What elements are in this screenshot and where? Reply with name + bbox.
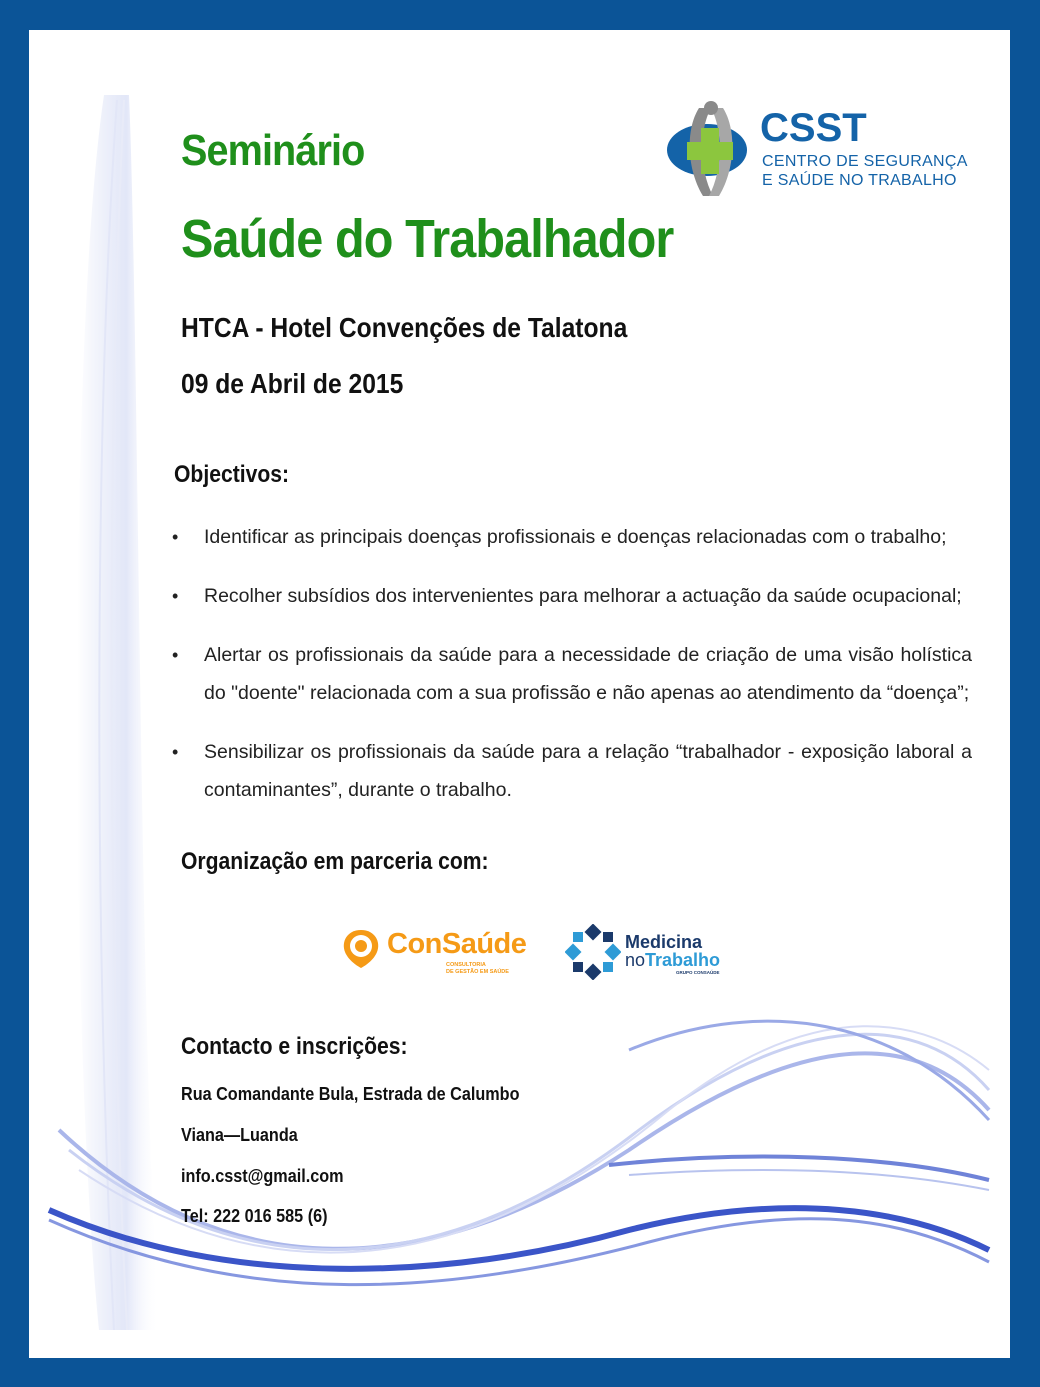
- list-item: [172, 577, 972, 615]
- consaude-logo-sub-2: DE GESTÃO EM SAÚDE: [446, 969, 509, 975]
- contact-email: info.csst@gmail.com: [181, 1166, 344, 1186]
- consaude-logo-icon: [337, 926, 385, 970]
- consaude-logo-name: ConSaúde: [387, 928, 527, 960]
- seminar-subtitle: Saúde do Trabalhador: [181, 209, 674, 269]
- contact-city: Viana—Luanda: [181, 1125, 298, 1145]
- csst-logo-subtitle-1: CENTRO DE SEGURANÇA: [762, 153, 968, 170]
- csst-logo-name: CSST: [760, 106, 867, 150]
- list-item: [172, 518, 972, 556]
- objectives-list: [172, 518, 972, 830]
- event-date: 09 de Abril de 2015: [181, 368, 404, 399]
- list-item: [172, 636, 972, 712]
- objective-text: • Recolher subsídios dos intervenientes para melhorar a actuação da saúde ocupacional;: [204, 585, 962, 607]
- medicina-trabalho: Trabalho: [645, 950, 721, 970]
- partners-heading: Organização em parceria com:: [181, 848, 489, 875]
- objective-text: • Identificar as principais doenças profissionais e doenças relacionadas com o trabalho;: [204, 526, 947, 548]
- medicina-logo-sub: GRUPO CONSAÚDE: [676, 970, 720, 975]
- objective-text: • Sensibilizar os profissionais da saúde para a relação “trabalhador - exposição laboral a contaminantes”, durante o trabalho.: [204, 741, 972, 801]
- consaude-logo-sub-1: CONSULTORIA: [446, 962, 486, 968]
- contact-heading: Contacto e inscrições:: [181, 1033, 408, 1060]
- medicina-logo-name: Medicina: [625, 932, 703, 952]
- objective-text: • Alertar os profissionais da saúde para a necessidade de criação de uma visão holística do "doente" relacionada com a sua profissão e não apenas ao atendimento da “doença”;: [204, 644, 972, 704]
- objectives-heading: Objectivos:: [174, 461, 290, 488]
- contact-phone: Tel: 222 016 585 (6): [181, 1206, 328, 1226]
- venue: HTCA - Hotel Convenções de Talatona: [181, 312, 628, 343]
- medicina-no: no: [625, 950, 646, 970]
- list-item: [172, 733, 972, 809]
- contact-address: Rua Comandante Bula, Estrada de Calumbo: [181, 1084, 520, 1104]
- medicina-logo-line2: [625, 950, 720, 971]
- flyer-sheet: [29, 30, 1010, 1358]
- csst-logo-subtitle-2: E SAÚDE NO TRABALHO: [762, 172, 957, 189]
- medicina-logo-icon: [565, 924, 621, 980]
- seminar-title: Seminário: [181, 126, 365, 175]
